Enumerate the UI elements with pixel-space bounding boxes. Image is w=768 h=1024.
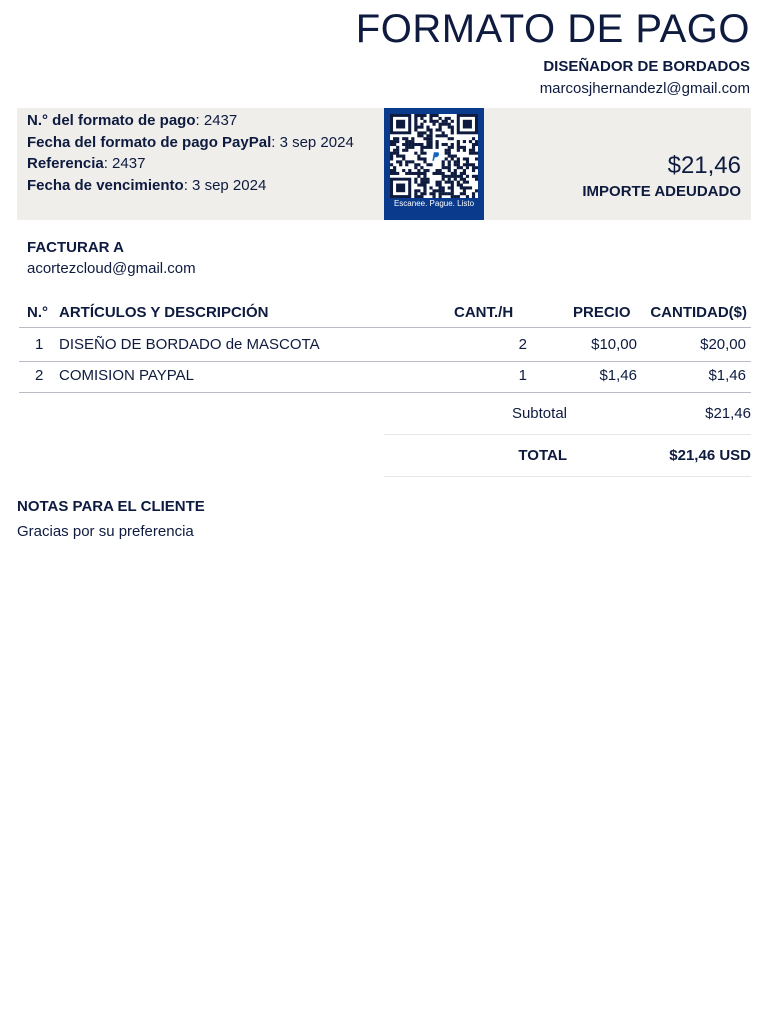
bill-to-heading: FACTURAR A xyxy=(27,239,124,256)
payment-number-label: N.° del formato de pago xyxy=(27,112,196,129)
total-value: $21,46 USD xyxy=(669,447,751,464)
row-1-qty: 2 xyxy=(518,336,527,353)
payment-info-band xyxy=(17,108,751,220)
reference xyxy=(27,153,372,175)
payment-details xyxy=(27,110,372,196)
payment-number xyxy=(27,110,372,132)
reference-value: : 2437 xyxy=(103,155,146,172)
bill-to-email[interactable]: acortezcloud@gmail.com xyxy=(27,260,196,277)
row-1-description: DISEÑO DE BORDADO de MASCOTA xyxy=(59,336,320,353)
payment-date-label: Fecha del formato de pago PayPal xyxy=(27,133,272,151)
table-bottom-divider xyxy=(19,392,751,393)
amount-due-label: IMPORTE ADEUDADO xyxy=(582,183,741,200)
due-date-label: Fecha de vencimiento xyxy=(27,176,184,194)
subtotal-divider xyxy=(384,434,751,435)
payment-date-value: : 3 sep 2024 xyxy=(271,133,354,151)
subtotal-label: Subtotal xyxy=(511,405,567,422)
seller-name: DISEÑADOR DE BORDADOS xyxy=(543,58,750,75)
qr-code-icon[interactable] xyxy=(390,114,478,198)
row-1-num: 1 xyxy=(35,336,44,353)
payment-date xyxy=(27,132,372,154)
row-2-price: $1,46 xyxy=(599,367,637,384)
row-divider xyxy=(19,361,751,362)
amount-due: $21,46 xyxy=(667,152,741,179)
row-2-amount: $1,46 xyxy=(708,367,746,384)
total-divider xyxy=(384,476,751,477)
total-label: TOTAL xyxy=(518,447,567,464)
seller-email[interactable]: marcosjhernandezl@gmail.com xyxy=(539,80,750,97)
col-header-description: ARTÍCULOS Y DESCRIPCIÓN xyxy=(59,304,269,321)
row-1-amount: $20,00 xyxy=(700,336,746,353)
subtotal-value: $21,46 xyxy=(705,405,751,422)
qr-payment-box[interactable] xyxy=(384,108,484,220)
due-date-value: : 3 sep 2024 xyxy=(183,176,267,194)
payment-number-value: : 2437 xyxy=(195,112,238,129)
page-title: FORMATO DE PAGO xyxy=(355,7,750,51)
row-2-qty: 1 xyxy=(518,367,527,384)
notes-heading: NOTAS PARA EL CLIENTE xyxy=(17,498,205,515)
row-2-description: COMISION PAYPAL xyxy=(59,367,195,384)
qr-caption: Escanee. Pague. Listo xyxy=(393,199,475,208)
row-2-num: 2 xyxy=(35,367,44,384)
due-date xyxy=(27,175,372,197)
header-divider xyxy=(19,327,751,328)
notes-text: Gracias por su preferencia xyxy=(17,523,194,540)
col-header-num: N.° xyxy=(27,304,48,321)
col-header-amount: CANTIDAD($) xyxy=(650,304,747,321)
col-header-price: PRECIO xyxy=(573,304,631,321)
row-1-price: $10,00 xyxy=(591,336,637,353)
col-header-qty: CANT./H xyxy=(454,304,514,321)
reference-label: Referencia xyxy=(27,155,104,172)
